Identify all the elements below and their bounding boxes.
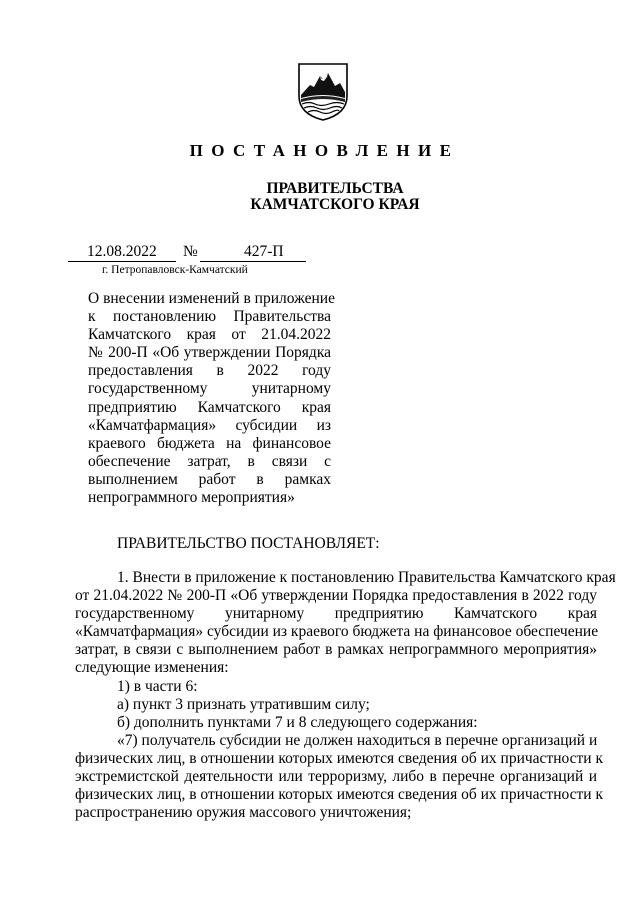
subject-line: О внесении изменений в приложение — [88, 290, 335, 307]
body-line: физических лиц, в отношении которых имеются сведения об их причастности к — [75, 749, 603, 767]
body-line: 1. Внести в приложение к постановлению Правительства Камчатского края — [117, 569, 616, 586]
subject-line: краевого бюджета на финансовое — [88, 434, 331, 452]
document-type-title: ПОСТАНОВЛЕНИЕ — [189, 141, 460, 160]
issuer-line-2: КАМЧАТСКОГО КРАЯ — [250, 196, 420, 213]
date-underline — [68, 261, 176, 262]
body-line: 1) в части 6: — [117, 677, 198, 695]
body-line: затрат, в связи с выполнением работ в рамках непрограммного мероприятия» — [75, 641, 597, 659]
subject-line: государственному унитарному — [88, 380, 331, 398]
resolution-heading: ПРАВИТЕЛЬСТВО ПОСТАНОВЛЯЕТ: — [117, 535, 380, 552]
issuer-line-1: ПРАВИТЕЛЬСТВА — [266, 180, 404, 197]
body-line: экстремистской деятельности или терроризму, либо в перечне организаций и — [75, 768, 597, 786]
subject-line: непрограммного мероприятия» — [88, 489, 295, 507]
body-line: государственному унитарному предприятию Камчатского края — [75, 605, 597, 623]
subject-line: выполнением работ в рамках — [88, 470, 331, 488]
body-line: от 21.04.2022 № 200-П «Об утверждении Порядка предоставления в 2022 году — [75, 587, 597, 605]
body-line: б) дополнить пунктами 7 и 8 следующего содержания: — [117, 713, 478, 731]
body-line: «Камчатфармация» субсидии из краевого бюджета на финансовое обеспечение — [75, 623, 599, 641]
subject-line: предоставления в 2022 году — [88, 362, 331, 380]
number-sign: № — [183, 243, 198, 260]
subject-line: обеспечение затрат, в связи с — [88, 452, 331, 470]
document-number: 427-П — [244, 243, 284, 260]
body-line: а) пункт 3 признать утратившим силу; — [117, 695, 370, 713]
document-subject — [88, 290, 335, 507]
subject-line: «Камчатфармация» субсидии из — [88, 416, 331, 434]
city-name: г. Петропавловск-Камчатский — [102, 264, 248, 276]
subject-line: к постановлению Правительства — [88, 308, 331, 326]
kamchatka-coat-of-arms-icon — [297, 62, 349, 122]
document-date: 12.08.2022 — [87, 243, 157, 260]
subject-line: предприятию Камчатского края — [88, 398, 331, 416]
document-body — [75, 569, 616, 822]
body-line: распространению оружия массового уничтожения; — [75, 804, 412, 822]
body-line: физических лиц, в отношении которых имеются сведения об их причастности к — [75, 786, 603, 804]
body-line: «7) получатель субсидии не должен находиться в перечне организаций и — [117, 731, 598, 749]
number-underline — [200, 261, 306, 262]
subject-line: № 200-П «Об утверждении Порядка — [88, 344, 331, 362]
subject-line: Камчатского края от 21.04.2022 — [88, 326, 331, 344]
body-line: следующие изменения: — [75, 659, 229, 677]
